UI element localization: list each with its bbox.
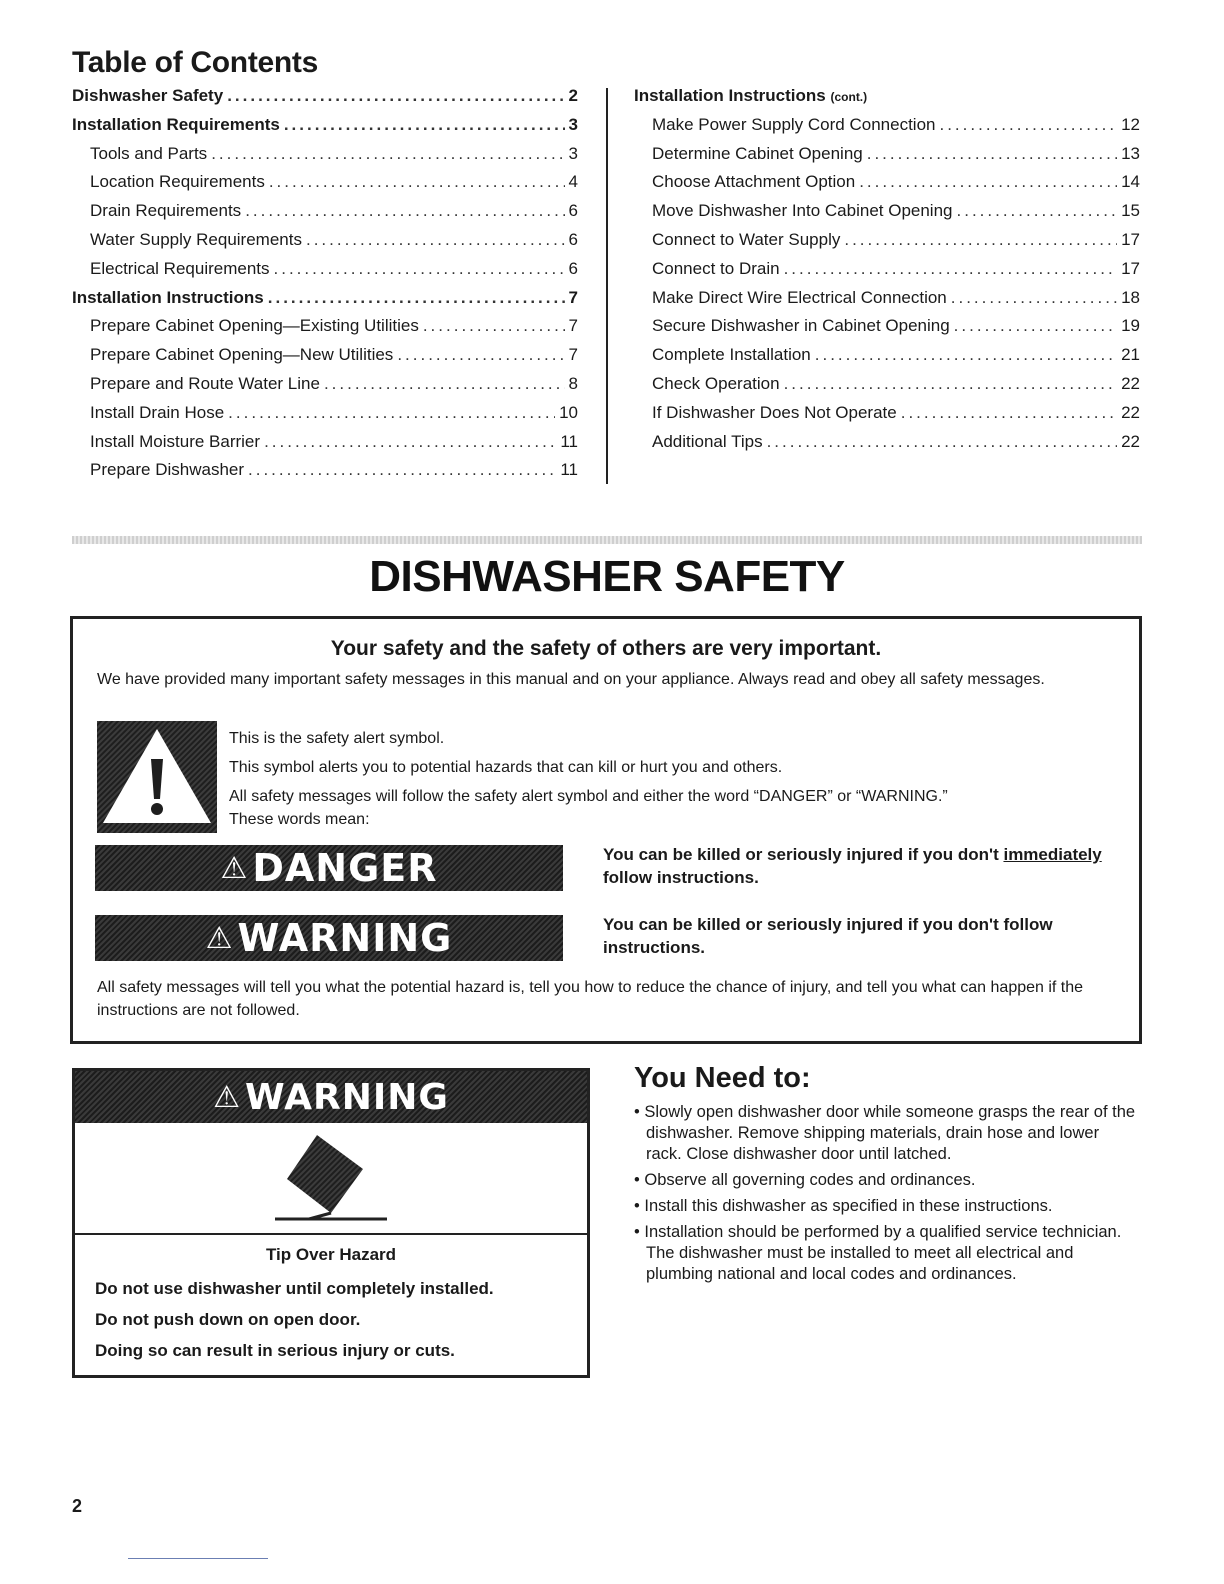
- symbol-line: These words mean:: [229, 811, 370, 828]
- toc-column-divider: [606, 88, 608, 484]
- tip-line: Do not push down on open door.: [95, 1310, 361, 1329]
- list-item: • Install this dishwasher as specified in these instructions.: [634, 1196, 1138, 1217]
- tip-warning-word: WARNING: [245, 1076, 449, 1118]
- safety-box-heading: Your safety and the safety of others are very important.: [330, 637, 882, 660]
- safety-intro-text: We have provided many important safety messages in this manual and on your appliance. Always read and obey all safety messages.: [97, 671, 1045, 688]
- warning-signal-bar: [95, 915, 563, 961]
- footer-rule: [128, 1558, 268, 1559]
- toc-entry[interactable]: Check Operation ..... 22: [634, 374, 1140, 403]
- page-title: DISHWASHER SAFETY: [369, 552, 845, 601]
- toc-entry[interactable]: Installation Requirements ..... 3: [72, 115, 578, 144]
- tip-over-title: Tip Over Hazard: [265, 1245, 397, 1264]
- toc-entry[interactable]: Determine Cabinet Opening ..... 13: [634, 144, 1140, 173]
- toc-entry[interactable]: Prepare Dishwasher ..... 11: [72, 460, 578, 489]
- toc-entry[interactable]: Dishwasher Safety ..... 2: [72, 86, 578, 115]
- safety-info-box: [70, 616, 1142, 1044]
- toc-title: Table of Contents: [72, 46, 319, 79]
- alert-triangle-icon: ⚠: [220, 850, 249, 886]
- toc-right-column: [634, 86, 1140, 460]
- alert-triangle-icon: ⚠: [205, 920, 234, 956]
- safety-symbol-explanation: [229, 727, 1089, 831]
- you-need-to-list: [634, 1102, 1138, 1290]
- symbol-line: This symbol alerts you to potential hazards that can kill or hurt you and others.: [229, 759, 783, 776]
- list-item: • Installation should be performed by a qualified service technician. The dishwasher must be installed to meet all electrical and plumbing national and local codes and ordinances.: [634, 1222, 1138, 1285]
- toc-entry[interactable]: If Dishwasher Does Not Operate ..... 22: [634, 403, 1140, 432]
- toc-entry[interactable]: Make Direct Wire Electrical Connection ..... 18: [634, 288, 1140, 317]
- symbol-line: All safety messages will follow the safety alert symbol and either the word “DANGER” or “WARNING.”: [229, 788, 948, 805]
- toc-entry[interactable]: Installation Instructions ..... 7: [72, 288, 578, 317]
- toc-entry[interactable]: Tools and Parts ..... 3: [72, 144, 578, 173]
- toc-entry[interactable]: Install Moisture Barrier ..... 11: [72, 432, 578, 461]
- toc-entry[interactable]: Location Requirements ..... 4: [72, 172, 578, 201]
- list-item: • Slowly open dishwasher door while someone grasps the rear of the dishwasher. Remove shipping materials, drain hose and lower rack. Close dishwasher door until latched.: [634, 1102, 1138, 1165]
- toc-left-column: [72, 86, 578, 489]
- toc-entry[interactable]: Drain Requirements ..... 6: [72, 201, 578, 230]
- toc-entry[interactable]: Prepare Cabinet Opening—New Utilities ..... 7: [72, 345, 578, 374]
- toc-entry[interactable]: Water Supply Requirements ..... 6: [72, 230, 578, 259]
- list-item: • Observe all governing codes and ordinances.: [634, 1170, 1138, 1191]
- safety-alert-icon: [97, 721, 217, 833]
- page-number: 2: [72, 1496, 83, 1516]
- toc-entry[interactable]: Secure Dishwasher in Cabinet Opening ..... 19: [634, 316, 1140, 345]
- toc-entry[interactable]: Additional Tips ..... 22: [634, 432, 1140, 461]
- tip-box-divider: [75, 1233, 587, 1235]
- toc-entry[interactable]: Move Dishwasher Into Cabinet Opening ..... 15: [634, 201, 1140, 230]
- danger-message: You can be killed or seriously injured if you don't immediately follow instructions.: [603, 845, 1102, 887]
- toc-entry[interactable]: Prepare Cabinet Opening—Existing Utilities ..... 7: [72, 316, 578, 345]
- toc-entry[interactable]: Make Power Supply Cord Connection ..... 12: [634, 115, 1140, 144]
- symbol-line: This is the safety alert symbol.: [229, 730, 445, 747]
- tip-line: Doing so can result in serious injury or cuts.: [95, 1341, 455, 1360]
- warning-word: WARNING: [237, 916, 453, 960]
- alert-triangle-icon: ⚠: [213, 1079, 242, 1115]
- safety-footer-text: All safety messages will tell you what the potential hazard is, tell you how to reduce the chance of injury, and tell you what can happen if the instructions are not followed.: [97, 979, 1084, 1019]
- toc-entry[interactable]: Connect to Drain ..... 17: [634, 259, 1140, 288]
- toc-entry[interactable]: Electrical Requirements ..... 6: [72, 259, 578, 288]
- toc-entry[interactable]: Complete Installation ..... 21: [634, 345, 1140, 374]
- tip-warning-signal-bar: [75, 1071, 587, 1123]
- toc-entry[interactable]: Prepare and Route Water Line ..... 8: [72, 374, 578, 403]
- toc-entry[interactable]: Install Drain Hose ..... 10: [72, 403, 578, 432]
- toc-entry[interactable]: Choose Attachment Option ..... 14: [634, 172, 1140, 201]
- danger-word: DANGER: [252, 846, 438, 890]
- you-need-to-heading: You Need to:: [634, 1062, 811, 1094]
- toc-entry[interactable]: Connect to Water Supply ..... 17: [634, 230, 1140, 259]
- toc-section-header: Installation Instructions (cont.): [634, 86, 868, 105]
- danger-signal-bar: [95, 845, 563, 891]
- tip-line: Do not use dishwasher until completely installed.: [95, 1279, 494, 1298]
- tip-over-warning-box: [72, 1068, 590, 1378]
- tip-over-hazard-icon: [265, 1135, 397, 1231]
- tip-over-instructions: [95, 1273, 575, 1366]
- section-divider-band: [72, 536, 1142, 544]
- warning-message: You can be killed or seriously injured if you don't follow instructions.: [603, 915, 1053, 957]
